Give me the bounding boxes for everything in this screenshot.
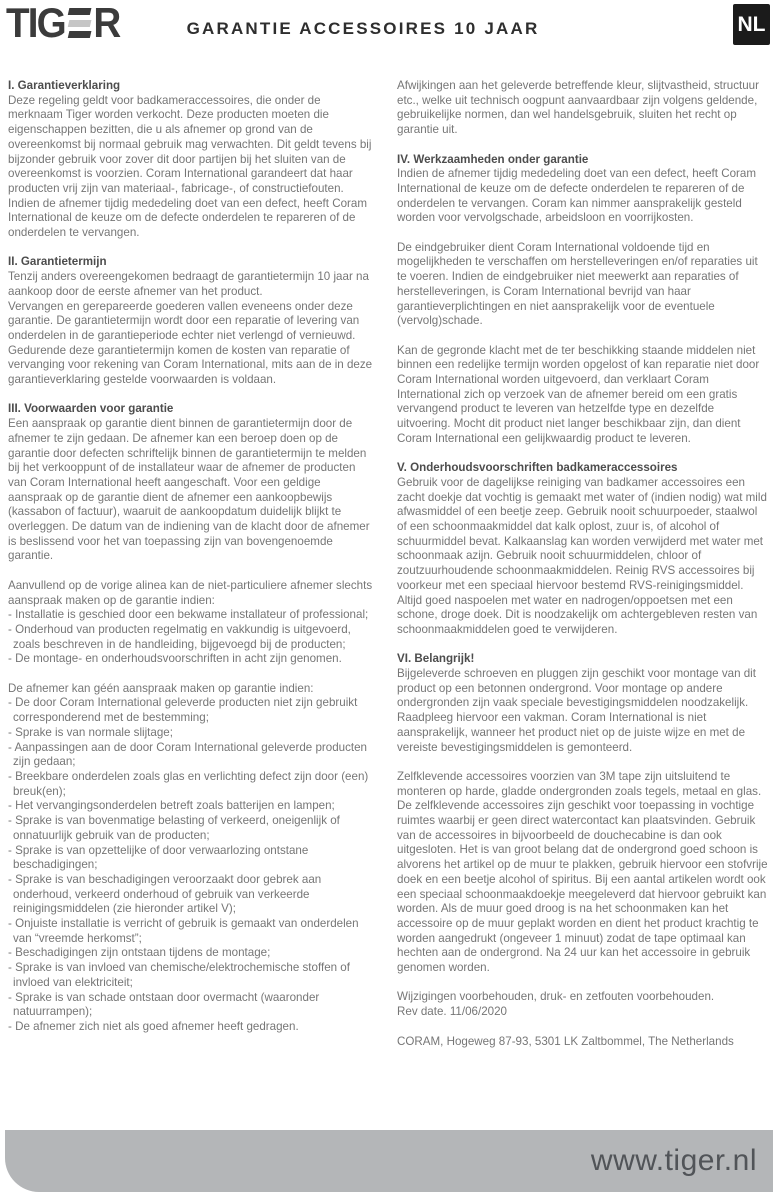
right-column xyxy=(397,79,769,1064)
paragraph: Gebruik voor de dagelijkse reiniging van badkamer accessoires een zacht doekje dat vochtig is gemaakt met water of (indien nodig) wat mild afwasmiddel of een beetje zeep. Gebruik nooit schuurpoeder, staalwol of een schoonmaakmiddel dat kalk oplost, zuur is, of alcohol of schuurmiddel bevat. Kalkaanslag kan worden verwijderd met water met schoonmaak azijn. Gebruik nooit schuurmiddelen, chloor of zoutzuurhoudende schoonmaakmiddelen. Reinig RVS accessoires bij voorkeur met een speciaal hiervoor bestemd RVS-reinigingsmiddel. Altijd goed naspoelen met water en nadrogen/oppoetsen met een schone, droge doek. Dit is noodzakelijk om achtergebleven resten van schoonmaakmiddelen goed te verwijderen. xyxy=(397,475,767,636)
page-title: GARANTIE ACCESSOIRES 10 JAAR xyxy=(186,19,540,38)
list-item: - Onjuiste installatie is verricht of gebruik is gemaakt van onderdelen van “vreemde herkomst”; xyxy=(8,917,359,945)
paragraph: Indien de afnemer tijdig mededeling doet van een defect, heeft Coram International de keuze om de defecte onderdelen te repareren of de onderdelen te vervangen. Coram kan nimmer aansprakelijk gesteld worden voor vervolgschade, arbeidsloon en voorrijkosten. xyxy=(397,167,756,225)
list-item: - Sprake is van beschadigingen veroorzaakt door gebrek aan onderhoud, verkeerd onderhoud of gebruik van verkeerde reinigingsmiddelen (zie hieronder artikel V); xyxy=(8,872,322,916)
section-heading: I. Garantieverklaring xyxy=(8,79,121,92)
logo-text-tig: TIG xyxy=(6,0,65,46)
paragraph: CORAM, Hogeweg 87-93, 5301 LK Zaltbommel, The Netherlands xyxy=(397,1034,734,1048)
list-item: - Beschadigingen zijn ontstaan tijdens de montage; xyxy=(8,946,271,960)
website-url: www.tiger.nl xyxy=(590,1144,757,1177)
logo-bar-top xyxy=(68,8,92,15)
list-item: - Sprake is van invloed van chemische/elektrochemische stoffen of invloed van elektriciteit; xyxy=(8,961,350,989)
paragraph: Tenzij anders overeengekomen bedraagt de garantietermijn 10 jaar na aankoop door de eerste afnemer van het product. xyxy=(8,270,369,298)
paragraph: Vervangen en gerepareerde goederen vallen eveneens onder deze garantie. De garantietermijn wordt door een reparatie of levering van onderdelen in de garantieperiode echter niet verlengd of vernieuwd. xyxy=(8,299,360,342)
logo-bar-middle xyxy=(68,20,92,27)
paragraph: Wijzigingen voorbehouden, druk- en zetfouten voorbehouden. xyxy=(397,990,715,1004)
list-item: - Sprake is van opzettelijke of door verwaarlozing ontstane beschadigingen; xyxy=(8,843,309,872)
logo-text-r: R xyxy=(93,0,120,46)
list-item: - Sprake is van bovenmatige belasting of verkeerd, oneigenlijk of onnatuurlijk gebruik van de producten; xyxy=(8,814,340,842)
list-item: - Het vervangingsonderdelen betreft zoals batterijen en lampen; xyxy=(8,799,335,813)
section-heading: III. Voorwaarden voor garantie xyxy=(8,402,174,416)
paragraph: De eindgebruiker dient Coram International voldoende tijd en mogelijkheden te verschaffen om herstelleveringen en/of reparaties uit te voeren. Indien de eindgebruiker niet meewerkt aan reparaties of herstelleveringen, is Coram International bevrijd van haar garantieverplichtingen en niet aansprakelijk voor de eventuele (vervolg)schade. xyxy=(397,240,758,328)
paragraph: Gedurende deze garantietermijn komen de kosten van reparatie of vervanging voor rekening van Coram International, mits aan de in deze garantieverklaring gestelde voorwaarden is voldaan. xyxy=(8,343,373,387)
language-badge: NL xyxy=(733,4,770,45)
footer-bar xyxy=(5,1130,773,1192)
left-column xyxy=(8,79,377,1049)
list-item: - De montage- en onderhoudsvoorschriften in acht zijn genomen. xyxy=(8,652,342,666)
paragraph: Een aanspraak op garantie dient binnen de garantietermijn door de afnemer te zijn gedaan. De afnemer kan een beroep doen op de garantie door defecten schriftelijk binnen de garantietermijn te melden bij het verkooppunt of de installateur waar de afnemer de producten van Coram International heeft aangeschaft. Voor een geldige aanspraak op de garantie dient de afnemer een aankoopbewijs (kassabon of factuur), waaruit de aankoopdatum duidelijk blijkt te overleggen. De datum van de indiening van de klacht door de afnemer is beslissend voor het van toepassing zijn van bovengenoemde garantie. xyxy=(8,417,370,563)
list-item: - Installatie is geschied door een bekwame installateur of professional; xyxy=(8,608,369,622)
paragraph: Zelfklevende accessoires voorzien van 3M tape zijn uitsluitend te monteren op harde, gladde ondergronden zoals tegels, metaal en glas. De zelfklevende accessoires zijn geschikt voor toepassing in vochtige ruimtes waarbij er geen direct watercontact kan plaatsvinden. Gebruik van de accessoires in bijvoorbeeld de douchecabine is dan ook uitgesloten. Het is van groot belang dat de ondergrond goed schoon is alvorens het artikel op de muur te plakken, gebruik hiervoor een stofvrije doek en een beetje alcohol of spiritus. Bij een aantal artikelen wordt ook een speciaal schoonmaakdoekje meegeleverd dat hiervoor gebruikt kan worden. Als de muur goed droog is na het schoonmaken kan het accessoire op de muur geplakt worden en dient het product krachtig te worden aangedrukt (ongeveer 1 minuut) zodat de tape optimaal kan hechten aan de ondergrond. Na 24 uur kan het accessoire in gebruik genomen worden. xyxy=(397,769,768,975)
list-item: - Breekbare onderdelen zoals glas en verlichting defect zijn door (een) breuk(en); xyxy=(8,769,369,798)
list-item: - Sprake is van normale slijtage; xyxy=(8,725,173,739)
bullet-list xyxy=(8,608,377,667)
section-heading: IV. Werkzaamheden onder garantie xyxy=(397,152,589,166)
paragraph: Afwijkingen aan het geleverde betreffende kleur, slijtvastheid, structuur etc., welke uit technisch oogpunt aanvaardbaar zijn volgens geldende, gebruikelijke normen, dan wel handelsgebruik, sluiten het recht op garantie uit. xyxy=(397,79,759,137)
list-item: - Aanpassingen aan de door Coram International geleverde producten zijn gedaan; xyxy=(8,740,368,769)
bullet-list xyxy=(8,696,377,1034)
logo-e-bars-icon xyxy=(69,8,91,38)
tiger-logo xyxy=(6,0,120,46)
paragraph: Aanvullend op de vorige alinea kan de niet-particuliere afnemer slechts aanspraak maken op de garantie indien: xyxy=(8,578,373,607)
list-item: - De afnemer zich niet als goed afnemer heeft gedragen. xyxy=(8,1019,299,1033)
list-item: - Onderhoud van producten regelmatig en vakkundig is uitgevoerd, zoals beschreven in de handleiding, bijgevoegd bij de producten; xyxy=(8,622,351,651)
paragraph: Deze regeling geldt voor badkameraccessoires, die onder de merknaam Tiger worden verkocht. Deze producten moeten die eigenschappen bezitten, die u als afnemer op grond van de overeenkomst bij normaal gebruik mag verwachten. Dit geldt tevens bij bijzonder gebruik voor zover dit door partijen bij het sluiten van de overeenkomst is voorzien. Coram International garandeert dat haar producten vrij zijn van materiaal-, fabricage-, of constructiefouten. Indien de afnemer tijdig mededeling doet van een defect, heeft Coram International de keuze om de defecte onderdelen te repareren of de onderdelen te vervangen. xyxy=(8,93,372,240)
paragraph: Kan de gegronde klacht met de ter beschikking staande middelen niet binnen een redelijke termijn worden opgelost of kan reparatie niet door Coram International worden uitgevoerd, dan verklaart Coram International zich op verzoek van de afnemer bereid om een gratis vervangend product te leveren van hetzelfde type en dezelfde uitvoering. Mocht dit product niet langer beschikbaar zijn, dan dient Coram International een gelijkwaardig product te leveren. xyxy=(397,343,760,445)
paragraph: Bijgeleverde schroeven en pluggen zijn geschikt voor montage van dit product op een betonnen ondergrond. Voor montage op andere ondergronden zijn vaak speciale bevestigingsmiddelen noodzakelijk. Raadpleeg hiervoor een vakman. Coram International is niet aansprakelijk, wanneer het product niet op de juiste wijze en met de vereiste bevestigingsmiddelen is gemonteerd. xyxy=(397,667,756,754)
paragraph: De afnemer kan géén aanspraak maken op garantie indien: xyxy=(8,681,314,695)
list-item: - Sprake is van schade ontstaan door overmacht (waaronder natuurrampen); xyxy=(8,990,320,1019)
paragraph: Rev date. 11/06/2020 xyxy=(397,1005,508,1019)
list-item: - De door Coram International geleverde producten niet zijn gebruikt corresponderend met de bestemming; xyxy=(8,696,358,725)
section-heading: VI. Belangrijk! xyxy=(397,652,475,666)
section-heading: V. Onderhoudsvoorschriften badkameraccessoires xyxy=(397,461,678,475)
section-heading: II. Garantietermijn xyxy=(8,255,107,269)
logo-bar-bottom xyxy=(68,31,92,38)
